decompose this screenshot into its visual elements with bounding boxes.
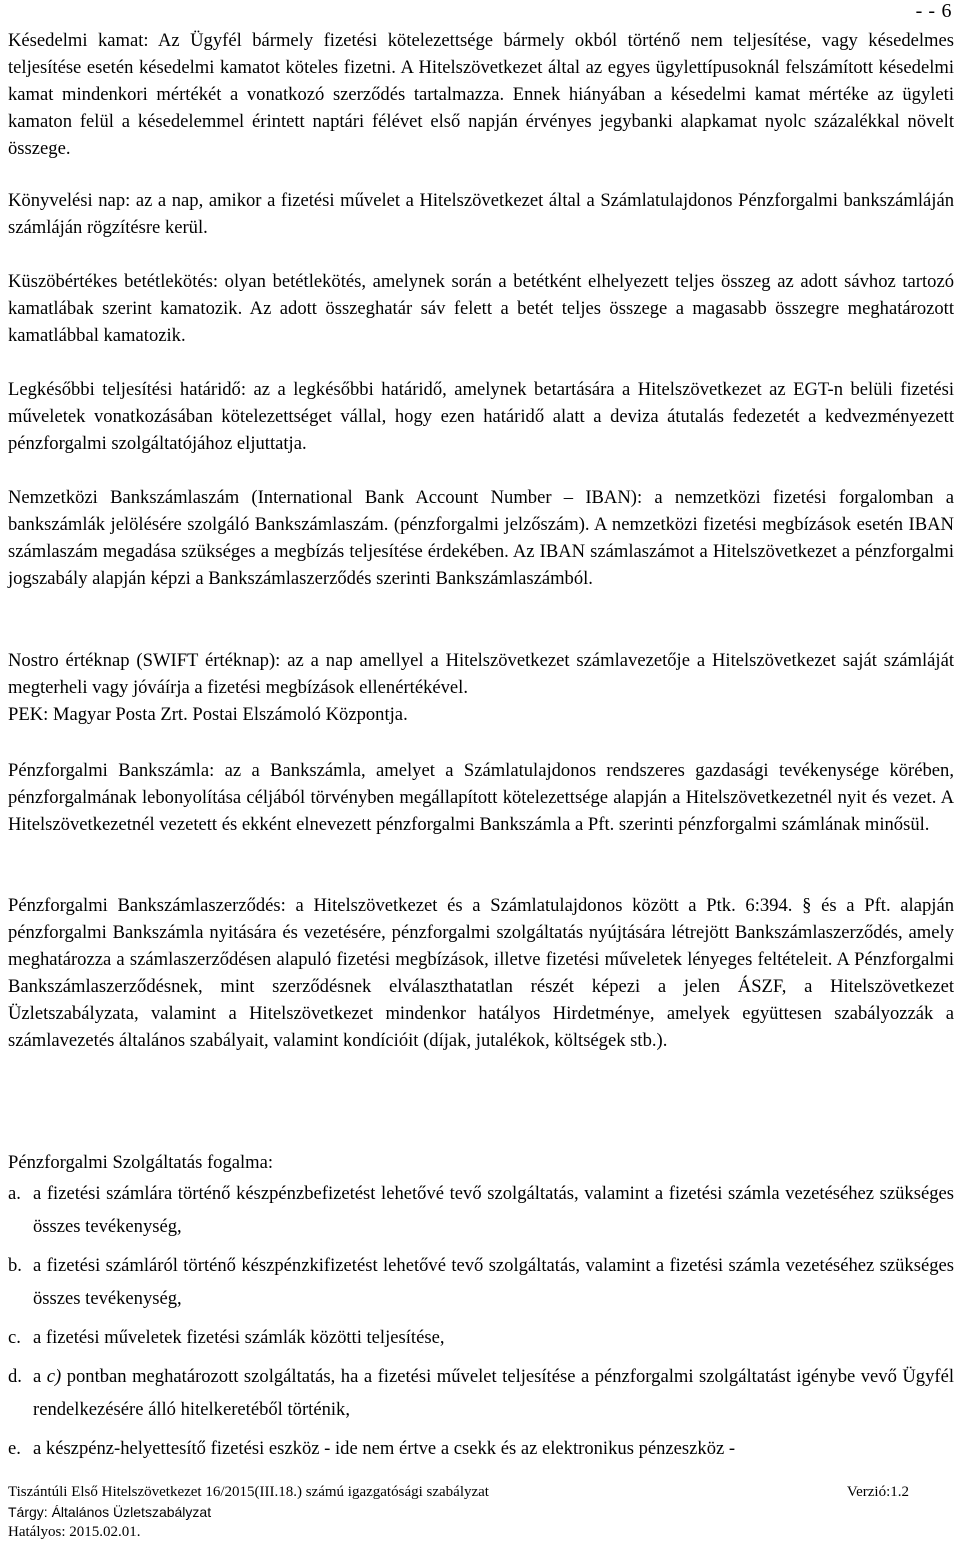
paragraph-szolgaltatas-fogalma: Pénzforgalmi Szolgáltatás fogalma: [8,1152,274,1173]
list-item-reference: c) [46,1366,62,1387]
paragraph-iban: Nemzetközi Bankszámlaszám (International Bank Account Number – IBAN): a nemzetközi fizetési forgalomban a bankszámlák jelölésére szolgáló Bankszámlaszám. (pénzforgalmi jelzőszám). A nemzetközi fizetési megbízások esetén IBAN számlaszám megadása szükséges a megbízás teljesítése érdekében. Az IBAN számlaszámot a Hitelszövetkezet a pénzforgalmi jogszabály alapján képzi a Bankszámlaszerződés szerinti Bankszámlaszámból. [8,487,954,589]
list-item-text: a fizetési számláról történő készpénzkifizetést lehetővé tevő szolgáltatás, valamint a fizetési számla vezetéséhez szükséges összes tevékenység, [33,1255,954,1309]
list-item-text: a fizetési műveletek fizetési számlák közötti teljesítése, [33,1327,445,1348]
list-item-text: a fizetési számlára történő készpénzbefizetést lehetővé tevő szolgáltatás, valamint a fizetési számla vezetéséhez szükséges összes tevékenység, [33,1183,954,1237]
list-marker: d. [8,1366,22,1387]
list-item-text-after: pontban meghatározott szolgáltatás, ha a fizetési művelet teljesítése a pénzforgalmi szolgáltatást igénybe vevő Ügyfél rendelkezésére álló hitelkeretéből történik, [33,1366,954,1420]
footer-subject: Tárgy: Általános Üzletszabályzat [8,1504,212,1520]
paragraph-kuszobertekes-betetlekotes: Küszöbértékes betétlekötés: olyan betétlekötés, amelynek során a betétként elhelyezett teljes összeg az adott sávhoz tartozó kamatlábak szerint kamatozik. Az adott összeghatár sáv felett a betét teljes összege a magasabb összegre meghatározott kamatlábbal kamatozik. [8,271,954,346]
list-item [8,1177,954,1243]
paragraph-penzforgalmi-bankszamlaszerzodes: Pénzforgalmi Bankszámlaszerződés: a Hitelszövetkezet és a Számlatulajdonos között a Ptk. 6:394. § és a Pft. alapján pénzforgalmi Bankszámla nyitására és vezetésére, pénzforgalmi szolgáltatás nyújtására létrejött Bankszámlaszerződés, amely meghatározza a számlaszerződésen alapuló fizetési megbízások, illetve fizetési műveletek lényeges feltételeit. A Pénzforgalmi Bankszámlaszerződésnek, mint szerződésnek elválaszthatatlan részét képezi a jelen ÁSZF, a Hitelszövetkezet Üzletszabályzata, valamint a Hitelszövetkezet mindenkor hatályos Hirdetménye, amelyek együttesen szabályozzák a számlavezetés általános szabályait, valamint kondícióit (díjak, jutalékok, költségek stb.). [8,895,954,1051]
page-number [916,0,952,23]
page-number-value: 6 [941,0,952,22]
list-item-text-before: a [33,1366,47,1387]
paragraph-legkesobbi-hatarido: Legkésőbbi teljesítési határidő: az a legkésőbbi határidő, amelynek betartására a Hitelszövetkezet az EGT-n belüli fizetési műveletek vonatkozásában kötelezettséget vállal, hogy ezen határidő alatt a deviza átutalás fedezetét a kedvezményezett pénzforgalmi szolgáltatójához eljuttatja. [8,379,954,454]
paragraph-kesedelmi-kamat-part1 [8,27,954,162]
list-item [8,1432,954,1465]
paragraph-penzforgalmi-bankszamla: Pénzforgalmi Bankszámla: az a Bankszámla, amelyet a Számlatulajdonos rendszeres gazdasági tevékenysége körében, pénzforgalmának lebonyolítása céljából törvényben megállapított kötelezettsége alapján a Hitelszövetkezetnél nyit és vezet. A Hitelszövetkezetnél vezetett és ekként elnevezett pénzforgalmi Bankszámla a Pft. szerinti pénzforgalmi számlának minősül. [8,760,954,835]
footer-regulation: Tiszántúli Első Hitelszövetkezet 16/2015(III.18.) számú igazgatósági szabályzat [8,1484,489,1500]
paragraph-konyvelesi-nap: Könyvelési nap: az a nap, amikor a fizetési művelet a Hitelszövetkezet által a Számlatulajdonos Pénzforgalmi bankszámláján számláján rögzítésre kerül. [8,190,954,238]
list-marker: c. [8,1327,21,1348]
list-item [8,1249,954,1315]
list-item [8,1360,954,1426]
list-marker: b. [8,1255,22,1276]
service-definition-list [8,1177,954,1465]
list-marker: a. [8,1183,21,1204]
list-marker: e. [8,1438,21,1459]
list-item [8,1321,954,1354]
footer-version: Verzió:1.2 [846,1484,909,1500]
page-number-dashes: - - [915,0,936,22]
paragraph-text: Késedelmi kamat: Az Ügyfél bármely fizetési kötelezettsége bármely okból történő nem teljesítése, vagy késedelmes teljesítése esetén késedelmi kamatot köteles fizetni. A Hitelszövetkezet által az egyes ügylettípusoknál felszámított késedelmi kamat mindenkori mértékét a vonatkozó szerződés tartalmazza. Ennek hiányában a késedelmi kamat mértéke az ügyleti kamaton felül a késedelemmel érintett naptári félévet első napján érvényes jegybanki alapkamat nyolc százalékkal növelt összege. [8,30,954,159]
paragraph-nostro-erteknap: Nostro értéknap (SWIFT értéknap): az a nap amellyel a Hitelszövetkezet számlavezetője a Hitelszövetkezet saját számláját megterheli vagy jóváírja a fizetési megbízások ellenértékével. [8,650,954,698]
list-item-text: a készpénz-helyettesítő fizetési eszköz - ide nem értve a csekk és az elektronikus pénzeszköz - [33,1438,736,1459]
page-footer [8,1482,954,1542]
paragraph-pek: PEK: Magyar Posta Zrt. Postai Elszámoló Központja. [8,704,408,725]
footer-effective-date: Hatályos: 2015.02.01. [8,1524,141,1540]
footer-row [8,1482,954,1502]
